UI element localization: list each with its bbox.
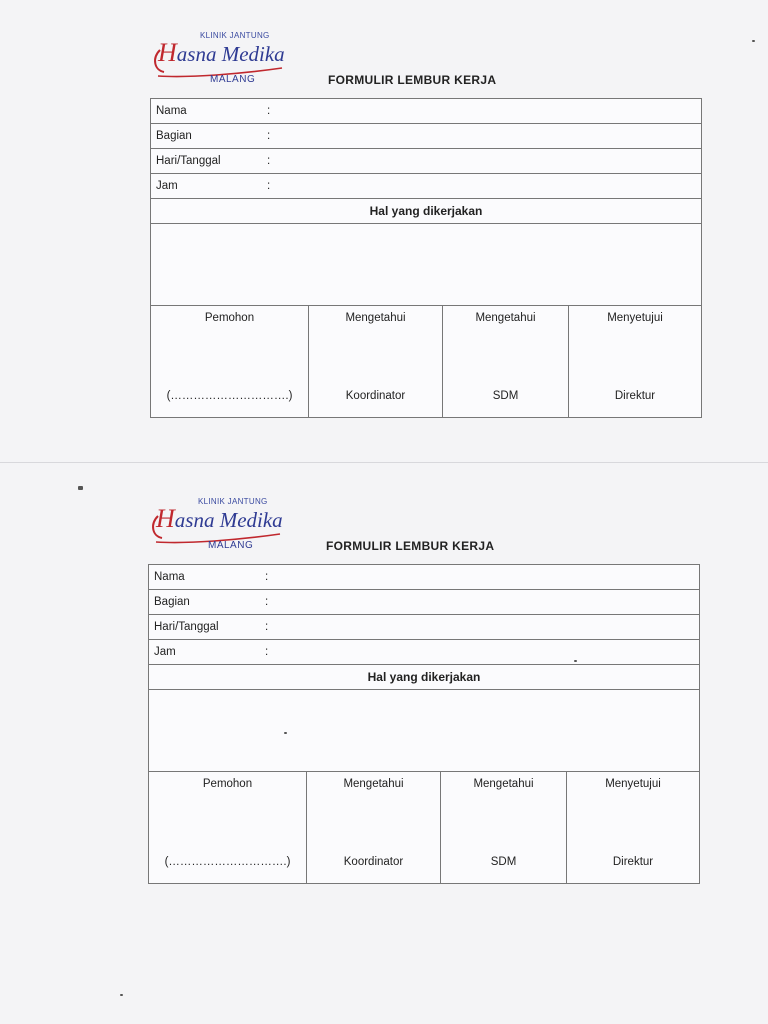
field-label: Bagian [154, 596, 190, 608]
clinic-city-label: MALANG [210, 74, 256, 85]
signature-cell-direktur[interactable]: Menyetujui Direktur [607, 312, 663, 402]
signature-row [151, 306, 701, 417]
scan-speck [78, 486, 83, 490]
field-label: Hari/Tanggal [156, 155, 221, 167]
clinic-brand-name: Hasna Medika [158, 38, 285, 67]
field-label: Bagian [156, 130, 192, 142]
signature-cell-sdm[interactable]: Mengetahui SDM [441, 772, 567, 883]
form-title: FORMULIR LEMBUR KERJA [328, 73, 497, 87]
signature-cell-sdm[interactable]: Mengetahui SDM [443, 306, 569, 417]
form-table [148, 564, 700, 884]
field-label: Nama [154, 571, 185, 583]
field-row-jam[interactable]: Jam : [149, 640, 699, 665]
field-label: Hari/Tanggal [154, 621, 219, 633]
field-label: Nama [156, 105, 187, 117]
clinic-city-label: MALANG [208, 540, 254, 551]
signature-cell-koordinator[interactable]: Mengetahui Koordinator [309, 306, 443, 417]
form-table [150, 98, 702, 418]
field-row-hari-tanggal[interactable]: Hari/Tanggal : [149, 615, 699, 640]
signature-cell-pemohon[interactable]: Pemohon (………………………….) [151, 306, 309, 417]
field-row-nama[interactable]: Nama : [151, 99, 701, 124]
section-heading: Hal yang dikerjakan [151, 199, 701, 224]
section-heading: Hal yang dikerjakan [149, 665, 699, 690]
scan-speck [284, 732, 287, 734]
field-row-jam[interactable]: Jam : [151, 174, 701, 199]
clinic-logo [148, 494, 288, 556]
clinic-type-label: KLINIK JANTUNG [200, 31, 270, 40]
clinic-logo [150, 28, 290, 90]
field-row-bagian[interactable]: Bagian : [149, 590, 699, 615]
field-label: Jam [156, 180, 178, 192]
field-row-hari-tanggal[interactable]: Hari/Tanggal : [151, 149, 701, 174]
field-row-bagian[interactable]: Bagian : [151, 124, 701, 149]
signature-cell-koordinator[interactable]: Mengetahui Koordinator [307, 772, 441, 883]
clinic-brand-name: Hasna Medika [156, 504, 283, 533]
scan-speck [574, 660, 577, 662]
scan-speck [752, 40, 755, 42]
page-fold-line [0, 462, 768, 463]
form-title: FORMULIR LEMBUR KERJA [326, 539, 495, 553]
scan-speck [120, 994, 123, 996]
signature-cell-pemohon[interactable]: Pemohon (………………………….) [149, 772, 307, 883]
work-description-area[interactable] [149, 690, 699, 772]
work-description-area[interactable] [151, 224, 701, 306]
clinic-type-label: KLINIK JANTUNG [198, 497, 268, 506]
field-label: Jam [154, 646, 176, 658]
signature-row [149, 772, 699, 883]
signature-cell-direktur[interactable]: Menyetujui Direktur [605, 778, 661, 868]
field-row-nama[interactable]: Nama : [149, 565, 699, 590]
